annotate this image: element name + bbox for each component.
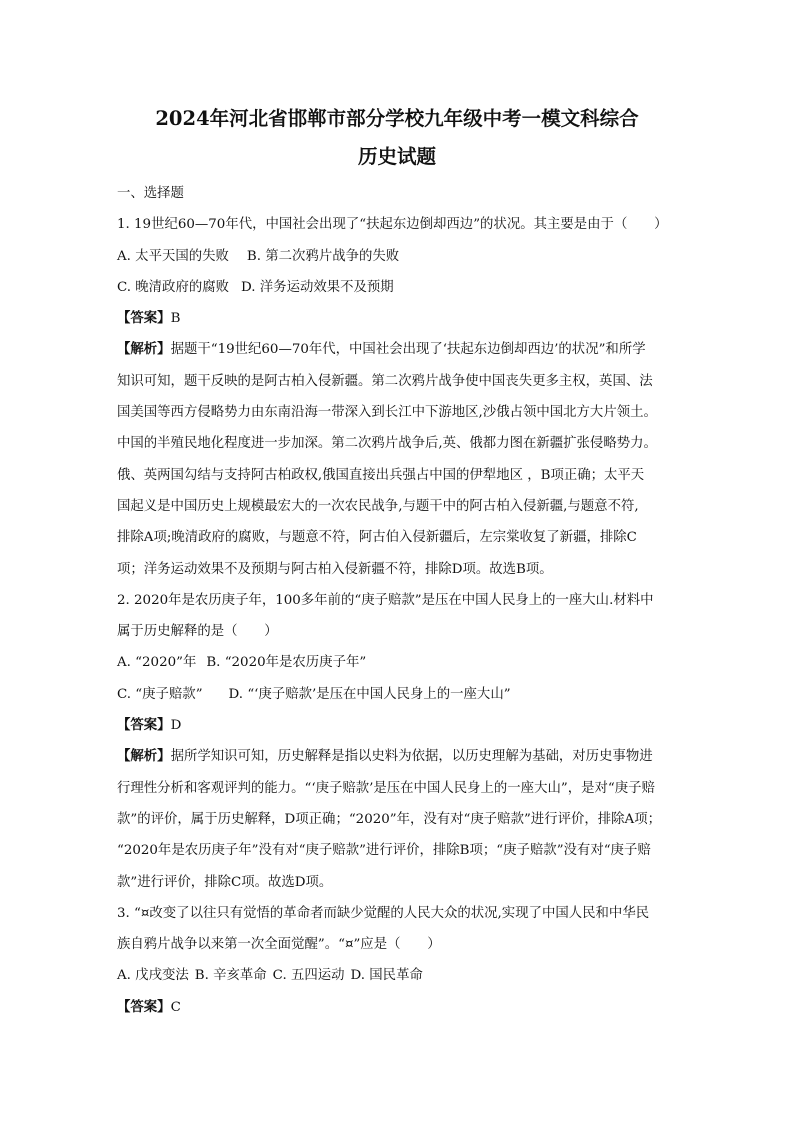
question-1-analysis-line: 排除A项;晚清政府的腐败，与题意不符，阿古伯入侵新疆后，左宗棠收复了新疆，排除C [117, 530, 637, 546]
question-1-answer: 【答案】B [117, 310, 181, 327]
question-1-options-row-2 [117, 272, 677, 303]
question-2-answer: 【答案】D [117, 717, 182, 734]
question-2-analysis-line: 款”进行评价，排除C项。故选D项。 [117, 874, 333, 890]
document-title: 2024年河北省邯郸市部分学校九年级中考一模文科综合 [155, 107, 639, 130]
question-3-options-row [117, 960, 677, 991]
question-2-options-row-1 [117, 647, 677, 678]
question-1-options-row-1 [117, 241, 677, 272]
question-3-answer-label: 答案 [130, 998, 158, 1015]
question-1-option-d: D. 洋务运动效果不及预期 [241, 279, 394, 295]
question-2-option-b: B. “2020年是农历庚子年” [206, 655, 367, 671]
question-2-option-c: C. “庚子赔款” [117, 686, 203, 702]
document-subtitle: 历史试题 [357, 145, 436, 168]
question-3-option-b: B. 辛亥革命 [194, 968, 267, 984]
question-1-analysis [117, 334, 677, 584]
question-1-analysis-line: 国美国等西方侵略势力由东南沿海一带深入到长江中下游地区,沙俄占领中国北方大片领土。 [117, 405, 657, 421]
question-1-analysis-line: 知识可知，题干反映的是阿古柏入侵新疆。第二次鸦片战争使中国丧失更多主权，英国、法 [117, 373, 653, 389]
question-3-answer: 【答案】C [117, 998, 181, 1015]
question-1-analysis-line: 项；洋务运动效果不及预期与阿古柏入侵新疆不符，排除D项。故选B项。 [117, 561, 553, 577]
question-1-analysis-line: 中国的半殖民地化程度进一步加深。第二次鸦片战争后,英、俄都力图在新疆扩张侵略势力。 [117, 436, 657, 452]
question-1-analysis-line: 【解析】据题干“19世纪60—70年代，中国社会出现了‘扶起东边倒却西边’的状况”和所学 [117, 341, 646, 358]
question-2-option-a: A. “2020”年 [117, 655, 197, 671]
question-1-option-c: C. 晚清政府的腐败 [117, 279, 230, 295]
question-2-stem-line-2: 属于历史解释的是（ ） [117, 624, 278, 640]
question-1-option-b: B. 第二次鸦片战争的失败 [246, 248, 400, 264]
question-2-answer-label: 答案 [130, 717, 158, 734]
document-content [117, 100, 677, 1023]
section-heading: 一、选择题 [117, 186, 184, 201]
question-3-stem-line-1: 3. “¤改变了以往只有觉悟的革命者而缺少觉醒的人民大众的状况,实现了中国人民和中华民 [117, 905, 650, 921]
question-1-analysis-line: 国起义是中国历史上规模最宏大的一次农民战争,与题干中的阿古柏入侵新疆,与题意不符, [117, 498, 639, 514]
question-1-option-a: A. 太平天国的失败 [117, 248, 229, 264]
question-2-analysis [117, 741, 677, 897]
question-2-option-d: D. “‘庚子赔款’是压在中国人民身上的一座大山” [228, 686, 511, 702]
question-2-options-row-2 [117, 679, 677, 710]
question-3-option-d: D. 国民革命 [350, 968, 423, 984]
question-2-analysis-line: 行理性分析和客观评判的能力。“‘庚子赔款’是压在中国人民身上的一座大山”，是对“庚子赔 [117, 780, 655, 796]
question-3-option-c: C. 五四运动 [272, 968, 345, 984]
question-3-answer-value: C [170, 999, 181, 1015]
question-1-answer-label: 答案 [130, 310, 158, 327]
question-2-analysis-line: “2020年是农历庚子年”没有对“庚子赔款”进行评价，排除B项；“庚子赔款”没有对“庚子赔 [117, 843, 651, 859]
question-2-analysis-line: 款”的评价，属于历史解释，D项正确；“2020”年，没有对“庚子赔款”进行评价，排除A项； [117, 811, 661, 827]
question-1-answer-value: B [170, 311, 181, 327]
question-2-stem-line-1: 2. 2020年是农历庚子年，100多年前的“庚子赔款”是压在中国人民身上的一座大山.材料中 [117, 592, 654, 608]
question-1-analysis-line: 俄、英两国勾结与支持阿古柏政权,俄国直接出兵强占中国的伊犁地区 ，B项正确；太平天 [117, 467, 645, 483]
question-3-stem-line-2: 族自鸦片战争以来第一次全面觉醒”。“¤”应是（ ） [117, 937, 441, 953]
question-1-analysis-label: 解析 [130, 341, 158, 358]
question-2-analysis-line: 【解析】据所学知识可知，历史解释是指以史料为依据，以历史理解为基础，对历史事物进 [117, 748, 653, 765]
question-3-option-a: A. 戊戌变法 [117, 968, 189, 984]
question-1-stem: 1. 19世纪60—70年代，中国社会出现了“扶起东边倒却西边”的状况。其主要是由于（ ） [117, 217, 668, 233]
question-2-answer-value: D [170, 718, 182, 734]
question-2-analysis-label: 解析 [130, 748, 158, 765]
